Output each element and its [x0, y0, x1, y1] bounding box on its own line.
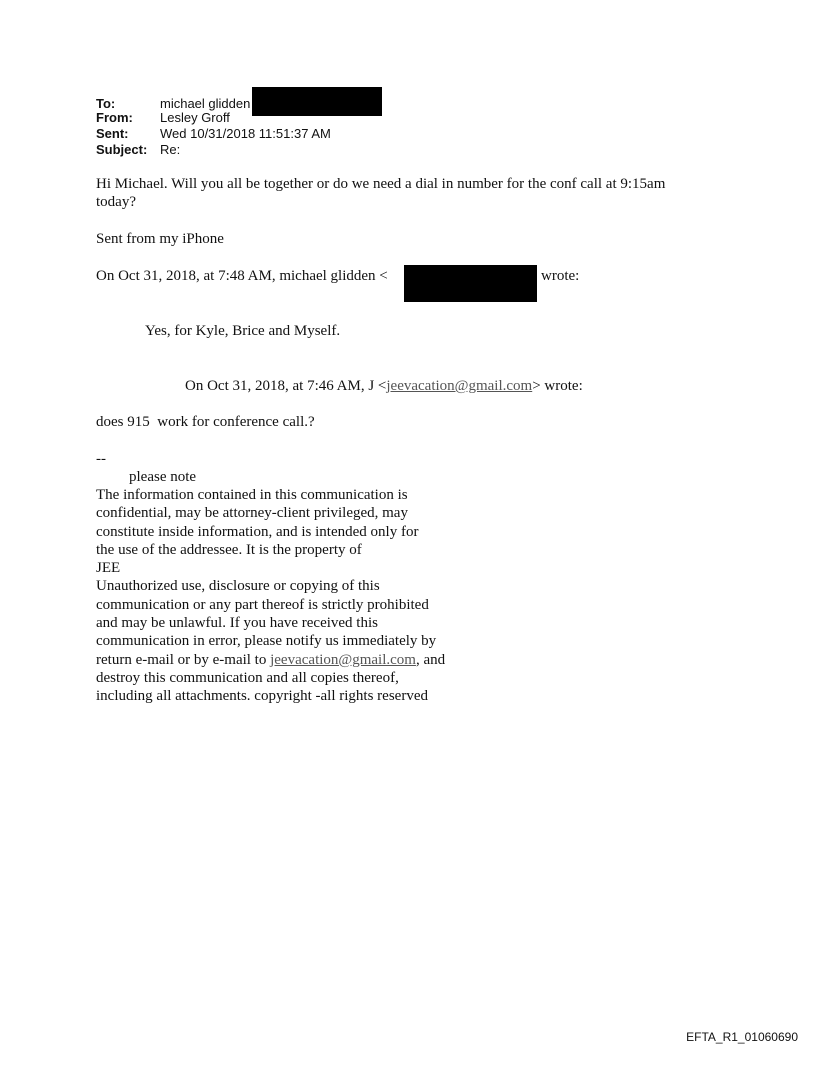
disclaimer-line: constitute inside information, and is intended only for	[96, 523, 419, 540]
to-label: To:	[96, 96, 116, 111]
disclaimer-email-prefix: return e-mail or by e-mail to	[96, 651, 271, 668]
quote2-wrote: > wrote:	[532, 378, 583, 394]
quote1-wrote: wrote:	[541, 268, 580, 284]
from-label: From:	[96, 110, 133, 125]
disclaimer-line: JEE	[96, 560, 121, 577]
please-note: please note	[129, 469, 197, 485]
disclaimer-line: communication in error, please notify us immediately by	[96, 633, 437, 650]
disclaimer-line: communication or any part thereof is strictly prohibited	[96, 596, 429, 613]
sent-value: Wed 10/31/2018 11:51:37 AM	[160, 126, 331, 141]
disclaimer-email-line	[96, 651, 476, 669]
disclaimer	[96, 486, 476, 706]
signature: Sent from my iPhone	[96, 231, 224, 247]
disclaimer-email-suffix: , and	[415, 651, 446, 668]
disclaimer-line: and may be unlawful. If you have received this	[96, 615, 378, 632]
subject-value: Re:	[160, 142, 181, 157]
quote2-intro: On Oct 31, 2018, at 7:46 AM, J <	[185, 378, 387, 394]
document-id: EFTA_R1_01060690	[686, 1030, 798, 1044]
quote2-line	[185, 377, 583, 395]
disclaimer-line: the use of the addressee. It is the property of	[96, 541, 362, 558]
signature-dashes: --	[96, 451, 106, 467]
disclaimer-email-link[interactable]: jeevacation@gmail.com	[270, 651, 416, 668]
redaction-box-email	[404, 265, 537, 302]
quote2-email-link[interactable]: jeevacation@gmail.com	[386, 378, 533, 394]
subject-label: Subject:	[96, 142, 148, 157]
disclaimer-line: confidential, may be attorney-client privileged, may	[96, 505, 408, 522]
from-value: Lesley Groff	[160, 110, 230, 125]
sent-label: Sent:	[96, 126, 129, 141]
disclaimer-line: destroy this communication and all copies thereof,	[96, 669, 399, 686]
disclaimer-line: The information contained in this communication is	[96, 487, 408, 503]
message-line-2: today?	[96, 194, 136, 210]
quote2-text: does 915 work for conference call.?	[96, 414, 315, 430]
quote1-text: Yes, for Kyle, Brice and Myself.	[145, 323, 341, 339]
to-value: michael glidden	[160, 96, 251, 111]
disclaimer-line: Unauthorized use, disclosure or copying of this	[96, 578, 380, 595]
disclaimer-line: including all attachments. copyright -all rights reserved	[96, 688, 428, 705]
redaction-box-recipient	[252, 87, 382, 116]
quote1-intro: On Oct 31, 2018, at 7:48 AM, michael glidden <	[96, 268, 388, 284]
message-line-1: Hi Michael. Will you all be together or do we need a dial in number for the conf call at 9:15am	[96, 176, 666, 192]
